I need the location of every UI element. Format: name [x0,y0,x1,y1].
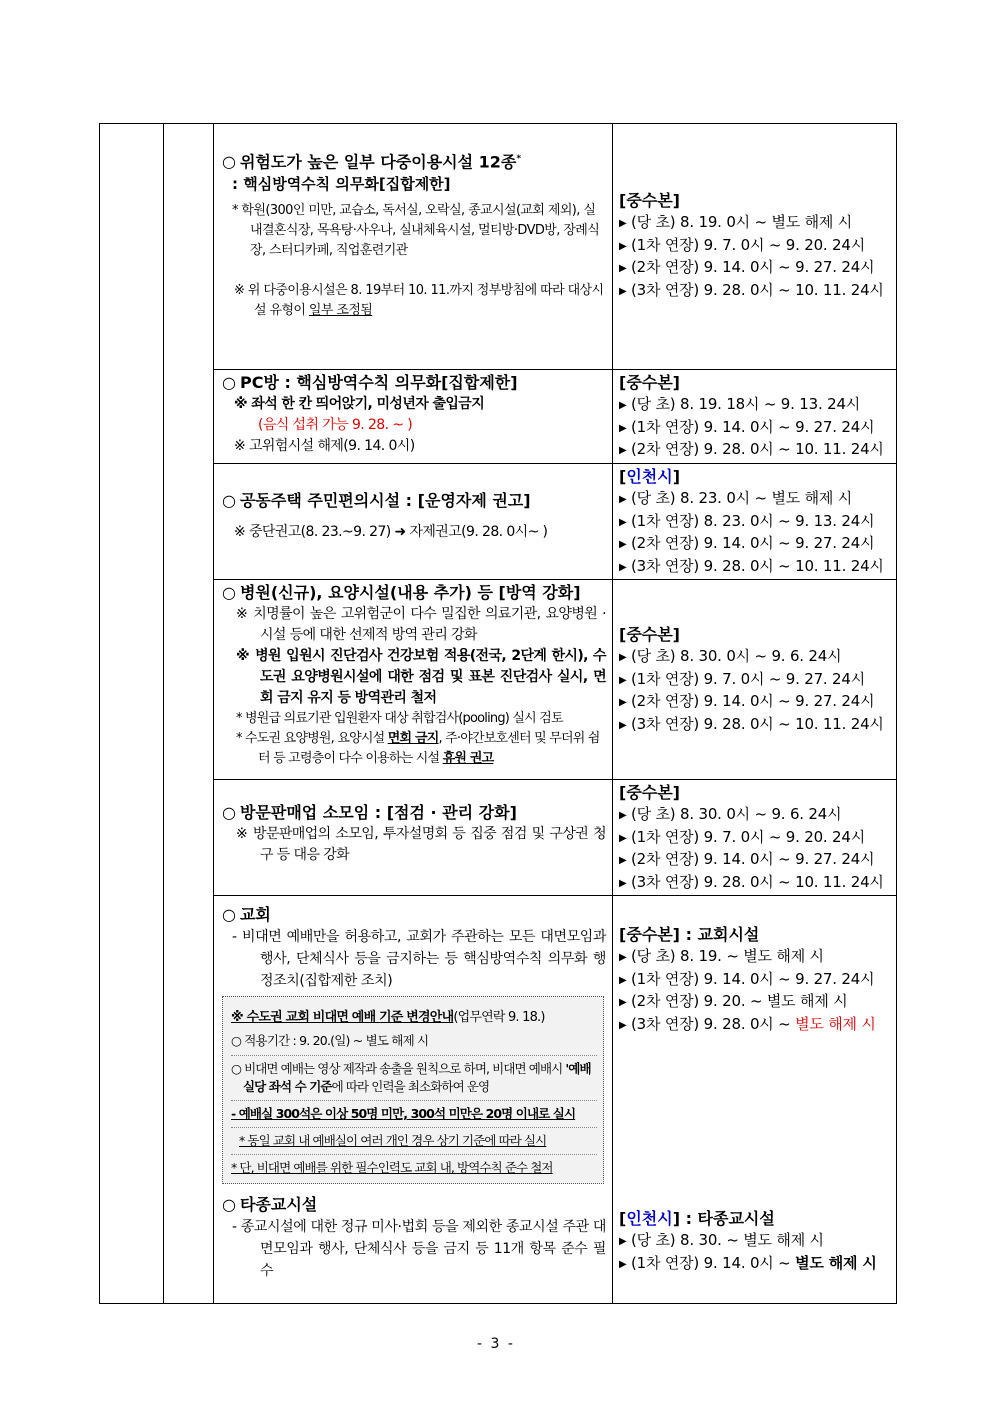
row3-period [613,464,897,580]
row4-period [613,580,897,780]
list-item: ▶ (당 초) 8. 19. 0시 ~ 별도 해제 시 [619,212,892,235]
list-item: ▶ (3차 연장) 9. 28. 0시 ~ 10. 11. 24시 [619,872,892,895]
list-item: ▶ (3차 연장) 9. 28. 0시 ~ 10. 11. 24시 [619,556,892,579]
row6-title2: ○ 타종교시설 [222,1195,318,1214]
list-item: ▶ (2차 연장) 9. 28. 0시 ~ 10. 11. 24시 [619,439,892,462]
box-line-staff: * 단, 비대면 예배를 위한 필수인력도 교회 내, 방역수칙 준수 철저 [231,1160,553,1175]
row2-note1: ※ 좌석 한 칸 띄어앉기, 미성년자 출입금지 [234,396,485,412]
table-row [100,580,897,780]
list-item: ▶ (1차 연장) 9. 14. 0시 ~ 9. 27. 24시 [619,417,892,440]
triangle-bullet-icon: ▶ [619,445,627,456]
list-item: ▶ (1차 연장) 9. 14. 0시 ~ 9. 27. 24시 [619,969,892,992]
page-number: - 3 - [477,1336,515,1352]
row4-note1: ※ 치명률이 높은 고위험군이 다수 밀집한 의료기관, 요양병원 · 시설 등에 대한 선제적 방역 관리 강화 [236,606,606,643]
row1-note2: ※ 위 다중이용시설은 8. 19부터 10. 11.까지 정부방침에 따라 대상시설 유형이 일부 조정됨 [234,283,604,319]
triangle-bullet-icon: ▶ [619,400,627,411]
row3-note1: ※ 중단권고(8. 23.~9. 27) ➜ 자제권고(9. 28. 0시~ ) [234,524,548,540]
list-item: ▶ (당 초) 8. 19. 18시 ~ 9. 13. 24시 [619,394,892,417]
row6-agency: [중수본] : 교회시설 [619,925,760,944]
row2-period [613,370,897,464]
box-line-period: ○ 적용기간 : 9. 20.(일) ~ 별도 해제 시 [231,1033,429,1048]
row3-content [214,464,613,580]
list-item: ▶ (당 초) 8. 30. 0시 ~ 9. 6. 24시 [619,646,892,669]
row4-note3: * 병원급 의료기관 입원환자 대상 취합검사(pooling) 실시 검토 [236,711,563,726]
box-line-seats: - 예배실 300석은 이상 50명 미만, 300석 미만은 20명 이내로 실시 [231,1106,576,1121]
triangle-bullet-icon: ▶ [619,997,627,1008]
row4-content [214,580,613,780]
list-item: ▶ (1차 연장) 9. 7. 0시 ~ 9. 27. 24시 [619,669,892,692]
triangle-bullet-icon: ▶ [619,240,627,252]
triangle-bullet-icon: ▶ [619,855,627,866]
triangle-bullet-icon: ▶ [619,494,627,505]
row2-note1-red: (음식 섭취 가능 9. 28. ~ ) [258,417,413,433]
row1-subtitle: : 핵심방역수칙 의무화[집합제한] [232,175,451,194]
triangle-bullet-icon: ▶ [619,697,627,708]
list-item: ▶ (3차 연장) 9. 28. 0시 ~ 별도 해제 시 [619,1014,892,1037]
row5-content [214,780,613,896]
table-row [100,464,897,580]
triangle-bullet-icon: ▶ [619,952,627,963]
row2-title: ○ PC방 : 핵심방역수칙 의무화[집합제한] [222,373,518,392]
list-item: ▶ (2차 연장) 9. 20. ~ 별도 해제 시 [619,991,892,1014]
list-item: ▶ (2차 연장) 9. 14. 0시 ~ 9. 27. 24시 [619,257,892,280]
row6-period [613,896,897,1304]
triangle-bullet-icon: ▶ [619,877,627,889]
triangle-bullet-icon: ▶ [619,974,627,986]
list-item: ▶ (3차 연장) 9. 28. 0시 ~ 10. 11. 24시 [619,280,892,303]
row2-content [214,370,613,464]
list-item: ▶ (2차 연장) 9. 14. 0시 ~ 9. 27. 24시 [619,691,892,714]
list-item: ▶ (1차 연장) 9. 7. 0시 ~ 9. 20. 24시 [619,235,892,258]
list-item: ▶ (2차 연장) 9. 14. 0시 ~ 9. 27. 24시 [619,533,892,556]
list-item: ▶ (1차 연장) 9. 7. 0시 ~ 9. 20. 24시 [619,827,892,850]
list-item: ▶ (1차 연장) 8. 23. 0시 ~ 9. 13. 24시 [619,511,892,534]
row1-title: ○ 위험도가 높은 일부 다중이용시설 12종* [222,152,522,172]
row4-agency: [중수본] [619,625,680,644]
triangle-bullet-icon: ▶ [619,719,627,731]
triangle-bullet-icon: ▶ [619,674,627,686]
triangle-bullet-icon: ▶ [619,1236,627,1247]
list-item: ▶ (당 초) 8. 30. 0시 ~ 9. 6. 24시 [619,804,892,827]
row3-agency: [인천시] [619,467,680,486]
box-title: ※ 수도권 교회 비대면 예배 기준 변경안내(업무연락 9. 18.) [231,1010,545,1025]
row6-content [214,896,613,1304]
table-row [100,124,897,370]
table-row [100,896,897,1304]
triangle-bullet-icon: ▶ [619,516,627,528]
table-row [100,370,897,464]
row4-title: ○ 병원(신규), 요양시설(내용 추가) 등 [방역 강화] [222,583,581,602]
row6-dash: - 비대면 예배만을 허용하고, 교회가 주관하는 모든 대면모임과 행사, 단체식사 등을 금지하는 등 핵심방역수칙 의무화 행정조치(집합제한 조치) [232,929,606,989]
triangle-bullet-icon: ▶ [619,1258,627,1270]
row5-title: ○ 방문판매업 소모임 : [점검 · 관리 강화] [222,803,517,822]
box-line-rule: ○ 비대면 예배는 영상 제작과 송출을 원칙으로 하며, 비대면 예배시 '예배실당 좌석 수 기준에 따라 인력을 최소화하여 운영 [231,1061,591,1094]
list-item: ▶ (3차 연장) 9. 28. 0시 ~ 10. 11. 24시 [619,714,892,737]
row4-note2: ※ 병원 입원시 진단검사 건강보험 적용(전국, 2단계 한시), 수도권 요양병원시설에 대한 점검 및 표본 진단검사 실시, 면회 금지 유지 등 방역관리 철저 [236,648,606,706]
triangle-bullet-icon: ▶ [619,810,627,821]
list-item: ▶ (당 초) 8. 23. 0시 ~ 별도 해제 시 [619,488,892,511]
triangle-bullet-icon: ▶ [619,832,627,844]
row1-agency: [중수본] [619,191,680,210]
blank-column-2 [164,124,214,1304]
triangle-bullet-icon: ▶ [619,1019,627,1031]
triangle-bullet-icon: ▶ [619,422,627,434]
list-item: ▶ (2차 연장) 9. 14. 0시 ~ 9. 27. 24시 [619,849,892,872]
row5-note1: ※ 방문판매업의 소모임, 투자설명회 등 집중 점검 및 구상권 청구 등 대응 강화 [236,826,606,863]
row5-period [613,780,897,896]
row2-note2: ※ 고위험시설 해제(9. 14. 0시) [234,438,415,454]
list-item: ▶ (당 초) 8. 19. ~ 별도 해제 시 [619,946,892,969]
row1-note1: * 학원(300인 미만, 교습소, 독서실, 오락실, 종교시설(교회 제외), 실내결혼식장, 목욕탕·사우나, 실내체육시설, 멀티방·DVD방, 장례식장, 스터디카페, 직업훈련기관 [232,203,600,259]
row4-note4: * 수도권 요양병원, 요양시설 면회 금지, 주·야간보호센터 및 무더위 쉼터 등 고령층이 다수 이용하는 시설 휴원 권고 [236,731,600,766]
row1-content [214,124,613,370]
church-guideline-box [222,996,604,1184]
triangle-bullet-icon: ▶ [619,218,627,229]
measures-table [99,123,897,1304]
triangle-bullet-icon: ▶ [619,652,627,663]
row6-agency2: [인천시] : 타종교시설 [619,1209,775,1228]
triangle-bullet-icon: ▶ [619,263,627,274]
triangle-bullet-icon: ▶ [619,561,627,573]
row6-dash2: - 종교시설에 대한 정규 미사·법회 등을 제외한 종교시설 주관 대면모임과 행사, 단체식사 등을 금지 등 11개 항목 준수 필수 [232,1219,606,1279]
row3-title: ○ 공동주택 주민편의시설 : [운영자제 권고] [222,491,531,510]
row1-period [613,124,897,370]
list-item: ▶ (당 초) 8. 30. ~ 별도 해제 시 [619,1230,892,1253]
list-item: ▶ (1차 연장) 9. 14. 0시 ~ 별도 해제 시 [619,1253,892,1276]
table-row [100,780,897,896]
triangle-bullet-icon: ▶ [619,285,627,297]
blank-column-1 [100,124,164,1304]
row5-agency: [중수본] [619,783,680,802]
row2-agency: [중수본] [619,373,680,392]
box-line-multi: * 동일 교회 내 예배실이 여러 개인 경우 상기 기준에 따라 실시 [239,1133,547,1148]
row6-title: ○ 교회 [222,905,271,924]
triangle-bullet-icon: ▶ [619,539,627,550]
